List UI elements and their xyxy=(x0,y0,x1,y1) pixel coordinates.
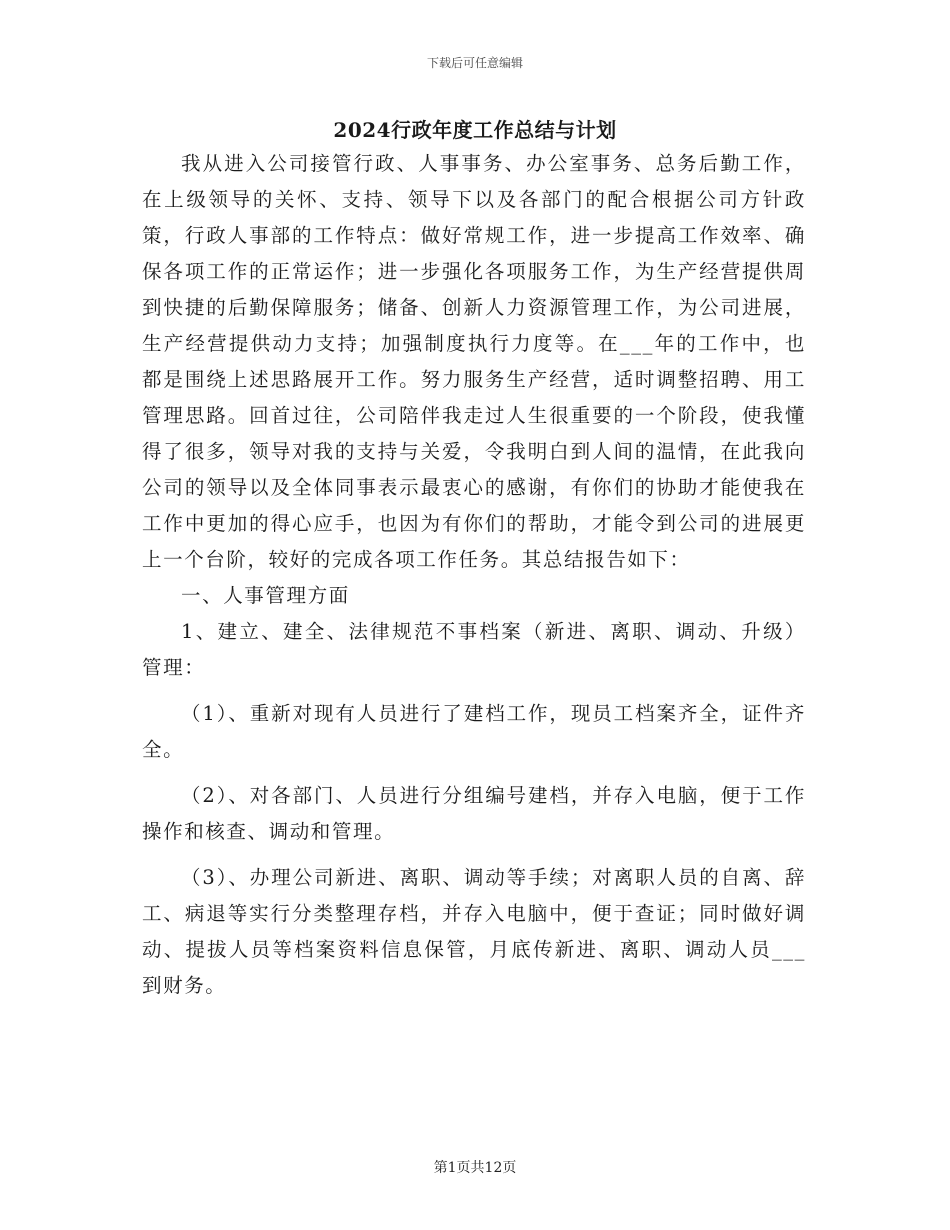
subitem-1: （1）、重新对现有人员进行了建档工作，现员工档案齐全，证件齐全。 xyxy=(142,702,806,761)
document-title: 2024行政年度工作总结与计划 xyxy=(333,118,617,142)
subitem-2: （2）、对各部门、人员进行分组编号建档，并存入电脑，便于工作操作和核查、调动和管理。 xyxy=(142,784,806,843)
page-footer: 第1页共12页 xyxy=(433,1160,517,1176)
section-heading-personnel: 一、人事管理方面 xyxy=(181,584,350,607)
header-note: 下载后可任意编辑 xyxy=(426,56,523,70)
subitem-3: （3）、办理公司新进、离职、调动等手续；对离职人员的自离、辞工、病退等实行分类整理存档，并存入电脑中，便于查证；同时做好调动、提拔人员等档案资料信息保管，月底传新进、离职、调动人员___到财务。 xyxy=(142,866,806,997)
document-body xyxy=(142,146,806,1004)
paragraph-intro: 我从进入公司接管行政、人事事务、办公室事务、总务后勤工作，在上级领导的关怀、支持、领导下以及各部门的配合根据公司方针政策，行政人事部的工作特点：做好常规工作，进一步提高工作效率、确保各项工作的正常运作；进一步强化各项服务工作，为生产经营提供周到快捷的后勤保障服务；储备、创新人力资源管理工作，为公司进展，生产经营提供动力支持；加强制度执行力度等。在___年的工作中，也都是围绕上述思路展开工作。努力服务生产经营，适时调整招聘、用工管理思路。回首过往，公司陪伴我走过人生很重要的一个阶段，使我懂得了很多，领导对我的支持与关爱，令我明白到人间的温情，在此我向公司的领导以及全体同事表示最衷心的感谢，有你们的协助才能使我在工作中更加的得心应手，也因为有你们的帮助，才能令到公司的进展更上一个台阶，较好的完成各项工作任务。其总结报告如下： xyxy=(142,152,806,571)
item-1-archives: 1、建立、建全、法律规范不事档案（新进、离职、调动、升级）管理： xyxy=(142,620,806,679)
